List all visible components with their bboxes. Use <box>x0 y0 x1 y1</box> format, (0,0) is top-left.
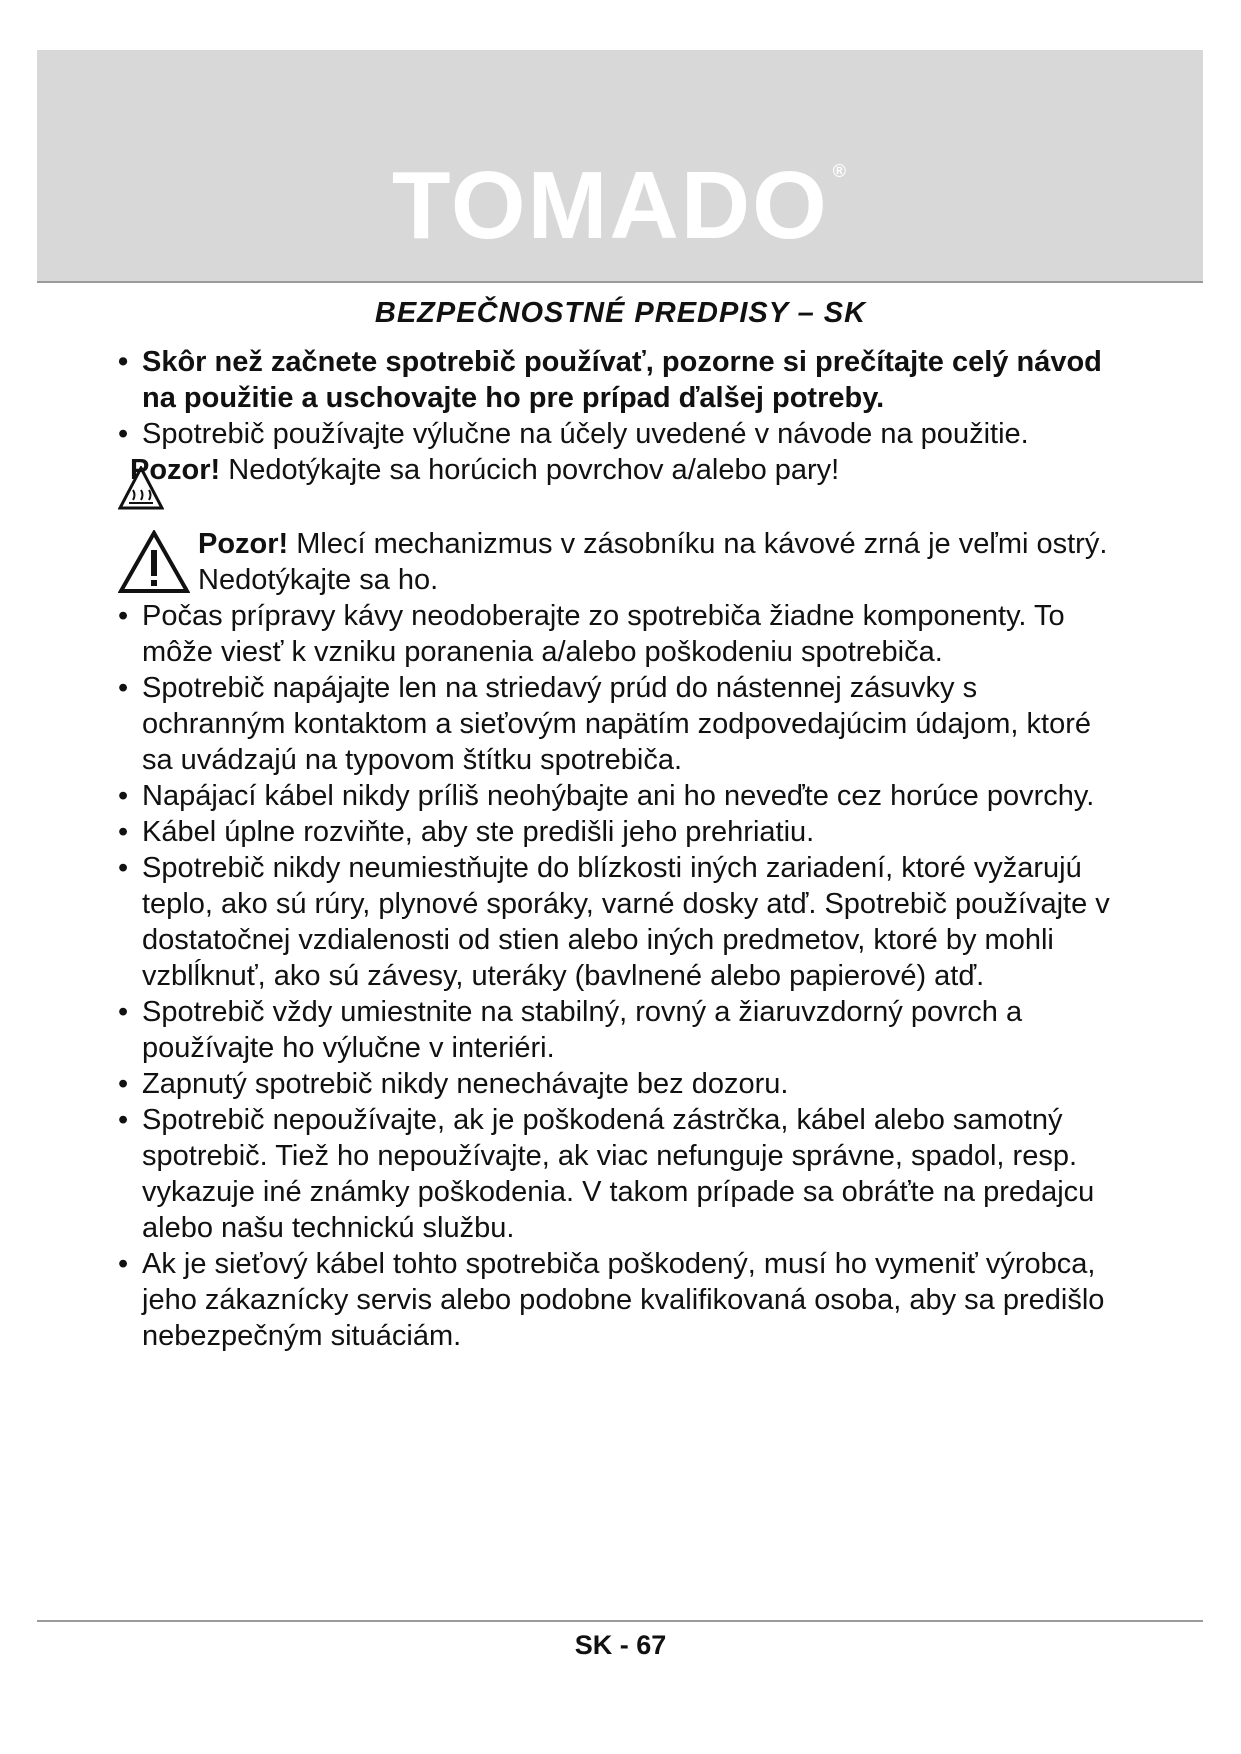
list-item: • Spotrebič napájajte len na striedavý prúd do nástennej zásuvky s ochranným kontaktom a sieťovým napätím zodpovedajúcim údajom, ktoré sa uvádzajú na typovom štítku spotrebiča. <box>118 670 1118 778</box>
brand-logo-text: TOMADO <box>391 152 829 259</box>
header-band <box>37 50 1203 283</box>
list-item: • Ak je sieťový kábel tohto spotrebiča poškodený, musí ho vymeniť výrobca, jeho zákaznícky servis alebo podobne kvalifikovaná osoba, aby sa predišlo nebezpečným situáciám. <box>118 1246 1118 1354</box>
list-item: • Počas prípravy kávy neodoberajte zo spotrebiča žiadne komponenty. To môže viesť k vzniku poranenia a/alebo poškodeniu spotrebiča. <box>118 598 1118 670</box>
registered-mark: ® <box>832 161 849 181</box>
hot-surface-warning-icon <box>118 466 164 510</box>
list-item: • Spotrebič nepoužívajte, ak je poškodená zástrčka, kábel alebo samotný spotrebič. Tiež ho nepoužívajte, ak viac nefunguje správne, spadol, resp. vykazuje iné známky poškodenia. V takom prípade sa obráťte na predajcu alebo našu technickú službu. <box>118 1102 1118 1246</box>
list-item: • Spotrebič nikdy neumiestňujte do blízkosti iných zariadení, ktoré vyžarujú teplo, ako sú rúry, plynové sporáky, varné dosky atď. Spotrebič používajte v dostatočnej vzdialenosti od stien alebo iných predmetov, ktoré by mohli vzblĺknuť, ako sú závesy, uteráky (bavlnené alebo papierové) atď. <box>118 850 1118 994</box>
warning-text: Nedotýkajte sa horúcich povrchov a/alebo pary! <box>220 454 840 486</box>
caution-warning-icon <box>118 530 190 594</box>
list-item: • Kábel úplne rozviňte, aby ste predišli jeho prehriatiu. <box>118 814 1118 850</box>
warning-label: Pozor! <box>130 454 221 486</box>
list-item: • Spotrebič vždy umiestnite na stabilný, rovný a žiaruvzdorný povrch a používajte ho výlučne v interiéri. <box>118 994 1118 1066</box>
sharp-grinder-warning <box>118 526 1118 598</box>
brand-logo <box>37 152 1203 259</box>
page-title: BEZPEČNOSTNÉ PREDPISY – SK <box>374 297 867 329</box>
warning-text: Mlecí mechanizmus v zásobníku na kávové zrná je veľmi ostrý. Nedotýkajte sa ho. <box>198 528 1108 596</box>
footer-divider <box>37 1620 1203 1622</box>
list-item: • Spotrebič používajte výlučne na účely uvedené v návode na použitie. <box>118 416 1118 452</box>
warning-label: Pozor! <box>198 528 289 560</box>
page-number: SK - 67 <box>574 1630 667 1660</box>
hot-surface-warning <box>118 452 1118 524</box>
list-item: • Zapnutý spotrebič nikdy nenechávajte bez dozoru. <box>118 1066 1118 1102</box>
list-item: • Napájací kábel nikdy príliš neohýbajte ani ho neveďte cez horúce povrchy. <box>118 778 1118 814</box>
safety-list <box>118 344 1118 1354</box>
list-item: • Skôr než začnete spotrebič používať, pozorne si prečítajte celý návod na použitie a uschovajte ho pre prípad ďalšej potreby. <box>118 344 1118 416</box>
